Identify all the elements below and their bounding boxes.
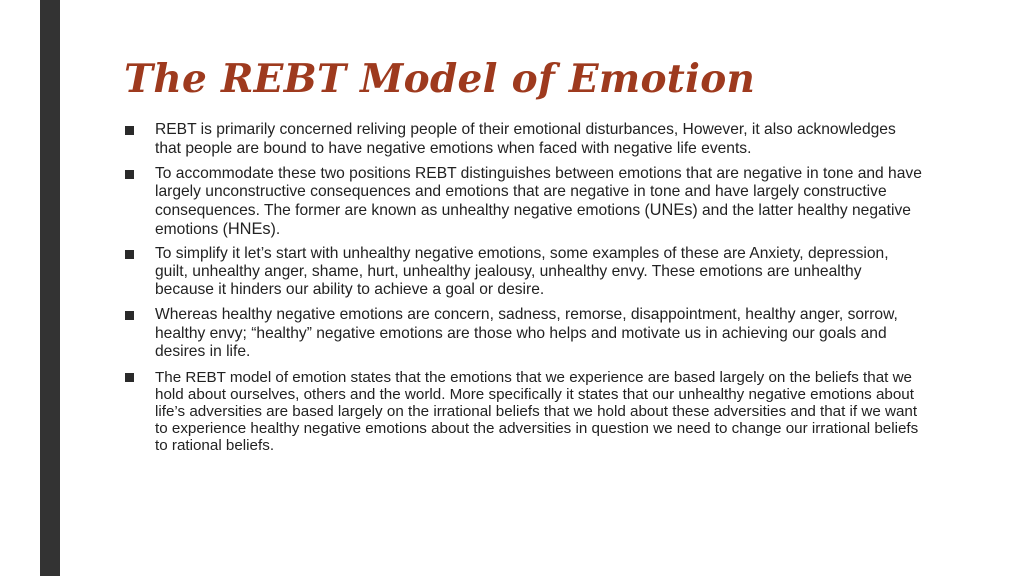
bullet-item <box>124 369 924 454</box>
bullet-text: The REBT model of emotion states that the emotions that we experience are based largely on the beliefs that we hold about ourselves, others and the world. More specifically it states that our unhealthy negative emotions about life’s adversities are based largely on the irrational beliefs that we hold about these adversities and that if we want to experience healthy negative emotions about the adversities in question we need to change our irrational beliefs to rational beliefs. <box>155 368 919 454</box>
bullet-text: REBT is primarily concerned reliving people of their emotional disturbances, However, it also acknowledges that people are bound to have negative emotions when faced with negative life events. <box>155 121 896 157</box>
bullet-list <box>124 121 924 454</box>
bullet-text: Whereas healthy negative emotions are concern, sadness, remorse, disappointment, healthy anger, sorrow, healthy envy; “healthy” negative emotions are those who helps and motivate us in achieving our goals and desires in life. <box>155 306 898 360</box>
bullet-text-start: To accommodate these two positions REBT distinguishes between emotions that are negative in tone and have largely unconstructive consequences and emotions that are negative in tone and have largely constructive consequences. The former are known as unhealthy negative emotions ( <box>155 165 922 219</box>
term-hnes: HNEs <box>227 220 271 238</box>
term-unes: UNEs <box>649 201 693 219</box>
bullet-item <box>124 121 924 158</box>
bullet-item <box>124 306 924 362</box>
square-bullet-icon <box>125 170 134 179</box>
bullet-item <box>124 165 924 239</box>
bullet-text-end: ). <box>270 221 281 238</box>
square-bullet-icon <box>125 373 134 382</box>
slide-title: The REBT Model of Emotion <box>124 56 756 102</box>
bullet-text-middle: ) and the latter healthy negative emotions ( <box>155 202 911 238</box>
square-bullet-icon <box>125 311 134 320</box>
bullet-item <box>124 245 924 299</box>
square-bullet-icon <box>125 250 134 259</box>
bullet-text: To simplify it let’s start with unhealthy negative emotions, some examples of these are Anxiety, depression, guilt, unhealthy anger, shame, hurt, unhealthy jealousy, unhealthy envy. These emotions are unhealthy because it hinders our ability to achieve a goal or desire. <box>155 245 889 298</box>
side-accent-bar <box>40 0 60 576</box>
square-bullet-icon <box>125 126 134 135</box>
bullet-text <box>155 165 922 238</box>
